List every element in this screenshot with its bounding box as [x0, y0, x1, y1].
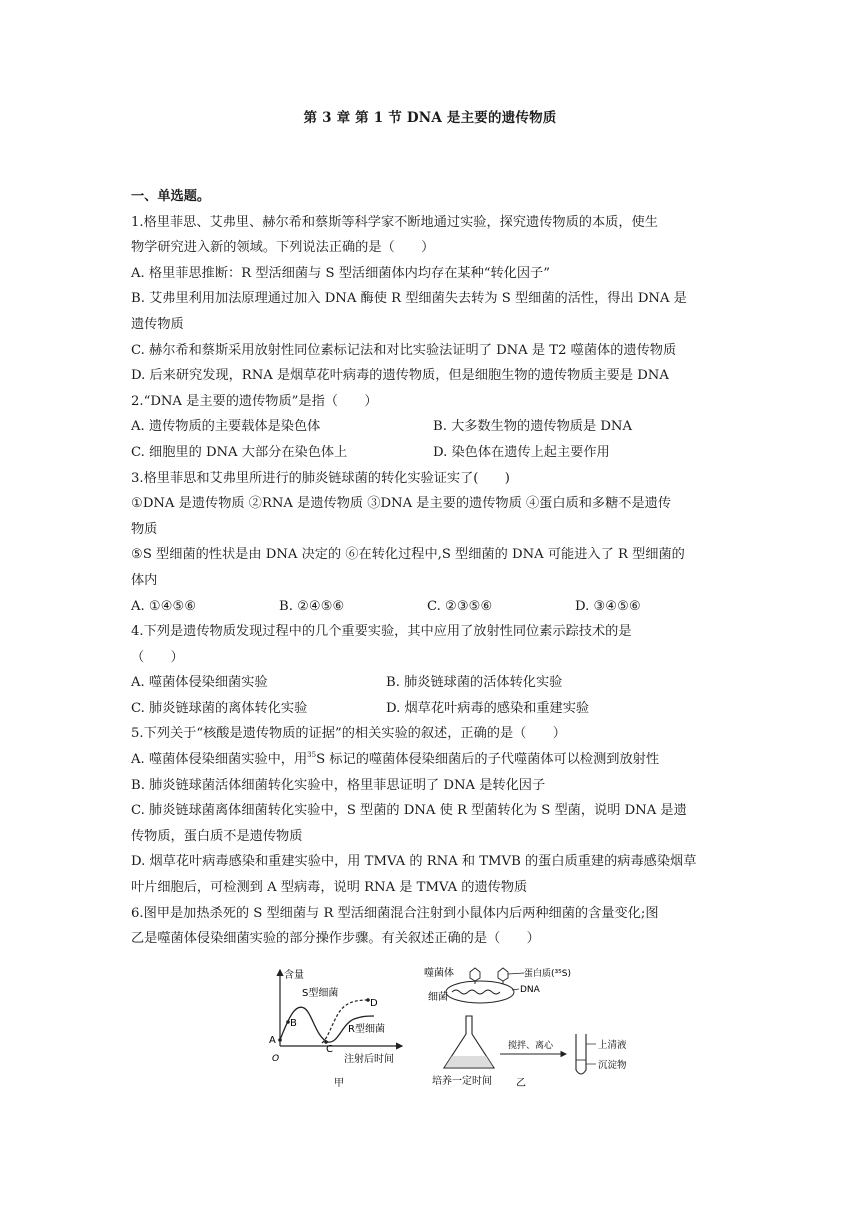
statement-list: ①DNA 是遗传物质 ②RNA 是遗传物质 ③DNA 是主要的遗传物质 ④蛋白质和多糖不是遗传 [131, 496, 672, 512]
y-axis-label: 含量 [284, 970, 304, 981]
point-label-b: B [290, 1018, 297, 1029]
question-6 [131, 901, 731, 952]
option-d: D. ③④⑤⑥ [575, 598, 641, 614]
culture-label: 培养一定时间 [432, 1076, 492, 1087]
question-figure [262, 964, 652, 1094]
option-d: D. 染色体在遗传上起主要作用 [433, 444, 610, 460]
caption-yi: 乙 [516, 1078, 526, 1089]
option-b: B. 艾弗里利用加法原理通过加入 DNA 酶使 R 型细菌失去转为 S 型细菌的活性，得出 DNA 是 [131, 291, 687, 307]
option-c: C. 赫尔希和蔡斯采用放射性同位素标记法和对比实验法证明了 DNA 是 T2 噬菌体的遗传物质 [131, 342, 677, 358]
x-axis-label: 注射后时间 [344, 1054, 394, 1065]
option-a [131, 747, 731, 773]
option-a-text: S 标记的噬菌体侵染细菌后的子代噬菌体可以检测到放射性 [316, 752, 660, 768]
option-a-text: A. 噬菌体侵染细菌实验中，用 [131, 752, 308, 768]
s-bacteria-curve [322, 1000, 368, 1043]
option-c: C. 细胞里的 DNA 大部分在染色体上 [131, 444, 348, 460]
point-a [278, 1038, 282, 1042]
phage-head [498, 968, 508, 981]
dna-squiggle [452, 990, 500, 994]
option-d: 叶片细胞后，可检测到 A 型病毒，说明 RNA 是 TMVA 的遗传物质 [131, 880, 528, 896]
question-2 [131, 389, 731, 466]
statement-list: 体内 [131, 572, 158, 588]
question-stem: 2.“DNA 是主要的遗传物质”是指（ ） [131, 393, 378, 409]
sediment-label: 沉淀物 [598, 1060, 627, 1071]
point-label-c: C [326, 1044, 333, 1055]
dna-label: DNA [520, 985, 540, 995]
question-stem: 乙是噬菌体侵染细菌实验的部分操作步骤。有关叙述正确的是（ ） [131, 931, 540, 947]
question-3 [131, 466, 731, 620]
diagram-yi [424, 966, 627, 1089]
question-stem: 6.图甲是加热杀死的 S 型细菌与 R 型活细菌混合注射到小鼠体内后两种细菌的含量变化;图 [131, 905, 659, 921]
question-stem: 1.格里菲思、艾弗里、赫尔希和蔡斯等科学家不断地通过实验，探究遗传物质的本质，使生 [131, 214, 658, 230]
question-stem: 4.下列是遗传物质发现过程中的几个重要实验，其中应用了放射性同位素示踪技术的是 [131, 624, 632, 640]
option-c: C. ②③⑤⑥ [427, 598, 493, 614]
option-d: D. 烟草花叶病毒的感染和重建实验 [386, 700, 590, 716]
option-c: C. 肺炎链球菌的离体转化实验 [131, 700, 308, 716]
protein-label: 蛋白质(³⁵S) [524, 969, 571, 979]
process-label: 搅拌、离心 [508, 1041, 554, 1051]
point-label-d: D [370, 998, 378, 1009]
option-row [131, 670, 731, 696]
section-heading: 一、单选题。 [131, 189, 211, 204]
option-a: A. 格里菲思推断：R 型活细菌与 S 型活细菌体内均存在某种“转化因子” [131, 265, 550, 281]
statement-list: ⑤S 型细菌的性状是由 DNA 决定的 ⑥在转化过程中,S 型细菌的 DNA 可能进入了 R 型细菌的 [131, 547, 685, 563]
option-d: D. 烟草花叶病毒感染和重建实验中，用 TMVA 的 RNA 和 TMVB 的蛋白质重建的病毒感染烟草 [131, 854, 697, 870]
page-title: 第 3 章 第 1 节 DNA 是主要的遗传物质 [303, 110, 557, 126]
question-list [131, 184, 731, 952]
option-b: B. 肺炎链球菌的活体转化实验 [386, 675, 563, 691]
question-stem: 物学研究进入新的领域。下列说法正确的是（ ） [131, 240, 435, 256]
caption-jia: 甲 [334, 1078, 344, 1089]
question-4 [131, 619, 731, 721]
point-label-a: A [269, 1035, 276, 1046]
option-b: B. 大多数生物的遗传物质是 DNA [433, 419, 632, 435]
culture-medium [445, 1056, 493, 1067]
bacterium-shape [446, 981, 514, 1003]
bacteria-label: 细菌 [428, 992, 448, 1003]
phage-label: 噬菌体 [424, 968, 454, 979]
option-b: B. ②④⑤⑥ [279, 598, 345, 614]
graph-jia [269, 968, 402, 1089]
option-d: D. 后来研究发现，RNA 是烟草花叶病毒的遗传物质，但是细胞生物的遗传物质主要是 DNA [131, 368, 669, 384]
option-row [131, 440, 731, 466]
option-row [131, 594, 731, 620]
question-5 [131, 721, 731, 900]
question-stem: 3.格里菲思和艾弗里所进行的肺炎链球菌的转化实验证实了( ) [131, 470, 510, 486]
supernatant-label: 上清液 [598, 1040, 627, 1051]
option-row [131, 414, 731, 440]
option-a: A. 噬菌体侵染细菌实验 [131, 675, 268, 691]
question-1 [131, 210, 731, 389]
isotope-mass-number: 35 [307, 751, 317, 760]
question-stem: （ ） [131, 649, 184, 665]
option-b: B. 肺炎链球菌活体细菌转化实验中，格里菲思证明了 DNA 是转化因子 [131, 777, 546, 793]
phage-head [470, 968, 480, 981]
origin-label: O [272, 1054, 280, 1064]
r-curve-label: R型细菌 [348, 1024, 385, 1035]
option-a: A. ①④⑤⑥ [131, 598, 197, 614]
test-tube [576, 1034, 586, 1074]
option-a: A. 遗传物质的主要载体是染色体 [131, 419, 321, 435]
s-curve-label: S型细菌 [302, 988, 339, 999]
statement-list: 物质 [131, 521, 158, 537]
question-stem: 5.下列关于“核酸是遗传物质的证据”的相关实验的叙述，正确的是（ ） [131, 726, 566, 742]
option-row [131, 696, 731, 722]
leader-line [508, 973, 524, 974]
option-b: 遗传物质 [131, 316, 184, 332]
option-c: C. 肺炎链球菌离体细菌转化实验中，S 型菌的 DNA 使 R 型菌转化为 S 型菌，说明 DNA 是遗 [131, 803, 687, 819]
option-c: 传物质，蛋白质不是遗传物质 [131, 828, 303, 844]
